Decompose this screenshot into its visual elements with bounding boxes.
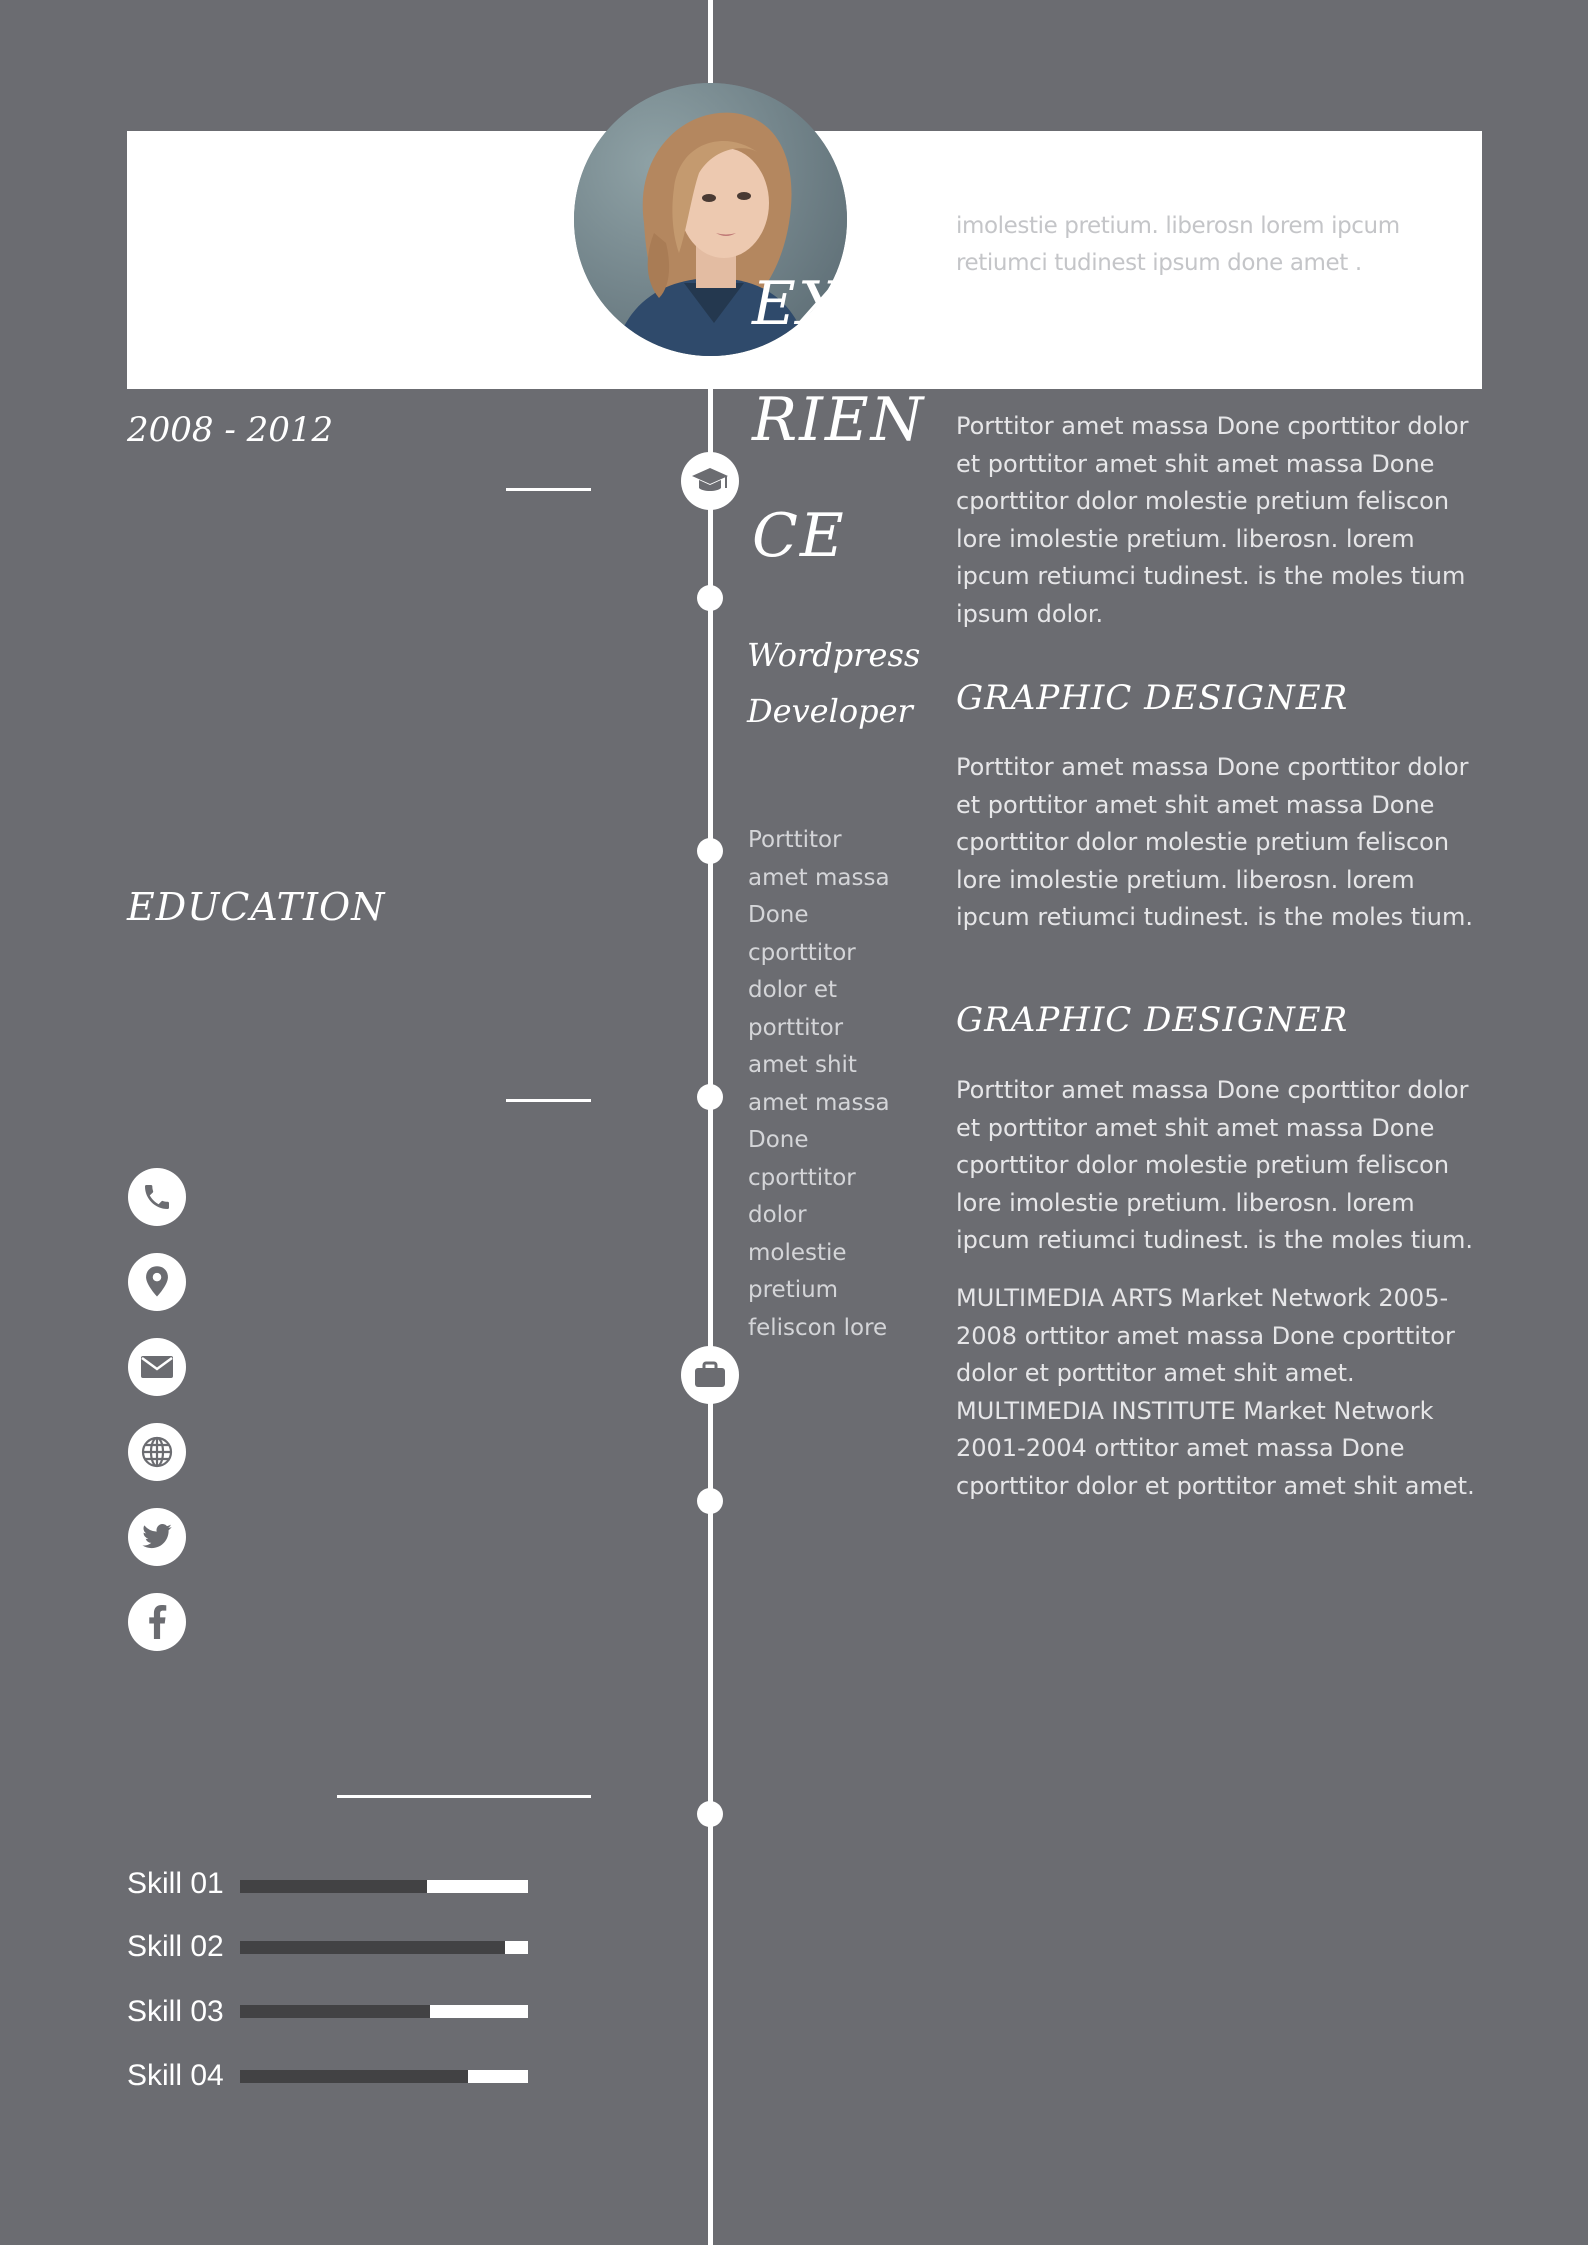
divider-line	[506, 1099, 591, 1102]
skill-label: Skill 02	[127, 1930, 224, 1963]
job-title: Wordpress Developer	[747, 636, 921, 730]
section-text: Porttitor amet massa Done cporttitor dolor et porttitor amet shit amet massa Done cporttitor dolor molestie pretium feliscon lore imolestie pretium. liberosn. lorem ipcum retiumci tudinest. is the moles tium.	[956, 1076, 1473, 1254]
experience-intro-paragraph: Porttitor amet massa Done cporttitor dolor et porttitor amet shit amet massa Done cporttitor dolor molestie pretium feliscon lore imolestie pretium. liberosn. lorem ipcum retiumci tudinest. is the moles tium ipsum dolor.	[956, 412, 1469, 628]
divider-line	[337, 1795, 591, 1798]
skill-bar	[240, 1880, 528, 1893]
skill-bar-fill	[240, 2005, 430, 2018]
timeline-dot	[697, 1488, 723, 1514]
timeline-dot	[697, 1801, 723, 1827]
phone-icon[interactable]	[128, 1168, 186, 1226]
section-title: GRAPHIC DESIGNER	[956, 1000, 1349, 1040]
skill-bar	[240, 2070, 528, 2083]
briefcase-icon	[681, 1346, 739, 1404]
facebook-icon[interactable]	[128, 1593, 186, 1651]
timeline-dot	[697, 585, 723, 611]
header-intro-text: imolestie pretium. liberosn lorem ipcum retiumci tudinest ipsum done amet .	[956, 213, 1400, 276]
section-title: GRAPHIC DESIGNER	[956, 678, 1349, 718]
experience-title: EXPERIENCE	[752, 269, 931, 571]
location-pin-icon[interactable]	[128, 1253, 186, 1311]
skill-bar-fill	[240, 2070, 468, 2083]
skill-label: Skill 01	[127, 1867, 224, 1900]
skill-bar	[240, 2005, 528, 2018]
timeline-dot	[697, 1084, 723, 1110]
skill-label: Skill 03	[127, 1995, 224, 2028]
skill-label: Skill 04	[127, 2059, 224, 2092]
section-text: Porttitor amet massa Done cporttitor dolor et porttitor amet shit amet massa Done cporttitor dolor molestie pretium feliscon lore imolestie pretium. liberosn. lorem ipcum retiumci tudinest. is the moles tium.	[956, 753, 1473, 931]
skill-bar	[240, 1941, 528, 1954]
email-icon[interactable]	[128, 1338, 186, 1396]
skill-bar-fill	[240, 1880, 427, 1893]
education-title: EDUCATION	[127, 885, 386, 929]
twitter-icon[interactable]	[128, 1508, 186, 1566]
skill-bar-fill	[240, 1941, 505, 1954]
job-description: Porttitor amet massa Done cporttitor dolor et porttitor amet shit amet massa Done cporttitor dolor molestie pretium feliscon lore	[748, 827, 890, 1341]
education-history-text: MULTIMEDIA ARTS Market Network 2005-2008 orttitor amet massa Done cporttitor dolor et porttitor amet shit amet. MULTIMEDIA INSTITUTE Market Network 2001-2004 orttitor amet massa Done cporttitor dolor et porttitor amet shit amet.	[956, 1284, 1475, 1500]
timeline-dot	[697, 838, 723, 864]
divider-line	[506, 488, 591, 491]
years-range: 2008 - 2012	[127, 410, 334, 450]
globe-icon[interactable]	[128, 1423, 186, 1481]
graduation-cap-icon	[681, 452, 739, 510]
